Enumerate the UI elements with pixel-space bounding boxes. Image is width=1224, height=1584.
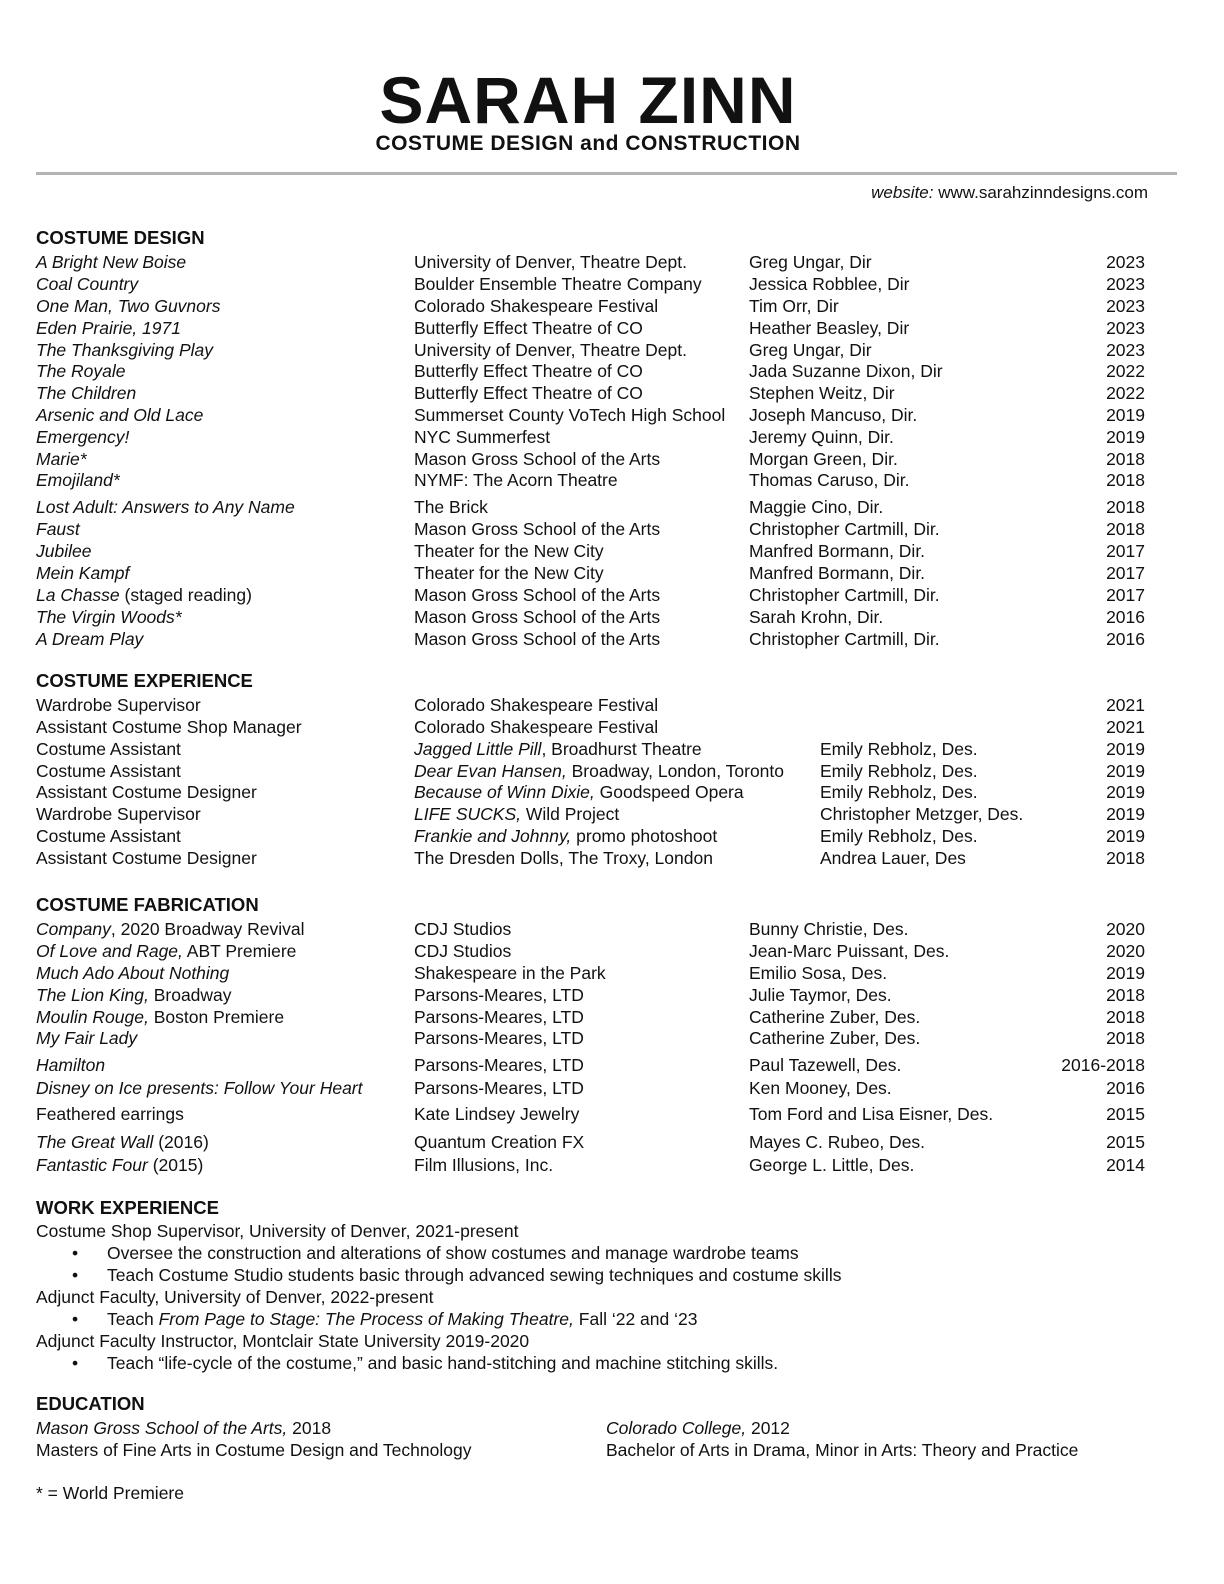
resume-name: SARAH ZINN [379,63,797,137]
project-note: Boston Premiere [148,1007,285,1027]
year-cell: 2018 [1106,848,1145,868]
director-cell: Manfred Bormann, Dir. [749,541,926,561]
show-title: Mein Kampf [36,563,130,583]
company-cell: Butterfly Effect Theatre of CO [414,361,643,381]
production-title: Dear Evan Hansen, [414,761,567,781]
project-cell [36,1077,363,1099]
website-link[interactable]: www.sarahzinndesigns.com [938,183,1148,202]
project-note: , 2020 Broadway Revival [110,919,305,939]
section-heading-costume-design: COSTUME DESIGN [36,227,205,248]
director-cell: Joseph Mancuso, Dir. [749,405,918,425]
table-row [0,716,1224,738]
table-row [0,825,1224,847]
company-cell: Theater for the New City [414,563,604,583]
year-cell: 2023 [1106,296,1145,316]
year-cell: 2018 [1106,1028,1145,1048]
course-title: From Page to Stage: The Process of Making Theatre, [158,1309,574,1329]
year-cell: 2018 [1106,449,1145,469]
year-cell: 2019 [1106,963,1145,983]
section-heading-education: EDUCATION [36,1393,145,1414]
table-row [0,803,1224,825]
year-cell: 2014 [1106,1155,1145,1175]
production-title: Because of Winn Dixie, [414,782,595,802]
project-title: The Lion King, [36,985,149,1005]
year-cell: 2019 [1106,761,1145,781]
year-cell: 2017 [1106,563,1145,583]
director-cell: Thomas Caruso, Dir. [749,470,910,490]
job-bullet [72,1242,799,1264]
show-title: Lost Adult: Answers to Any Name [36,497,295,517]
production-venue: promo photoshoot [571,826,718,846]
bullet-dot: • [72,1309,79,1329]
project-title: Fantastic Four [36,1155,148,1175]
project-title: Company [36,919,111,939]
director-cell: Christopher Cartmill, Dir. [749,629,940,649]
production-venue: , Broadhurst Theatre [541,739,702,759]
show-title: Faust [36,519,80,539]
production-venue: Broadway, London, Toronto [566,761,785,781]
production-cell [414,738,702,760]
director-cell: Heather Beasley, Dir [749,318,910,338]
school-year: 2012 [746,1418,790,1438]
company-cell: Colorado Shakespeare Festival [414,296,659,316]
year-cell: 2016-2018 [1061,1055,1145,1075]
designer-cell: Jean-Marc Puissant, Des. [749,941,950,961]
director-cell: Greg Ungar, Dir [749,252,872,272]
director-cell: Jessica Robblee, Dir [749,274,910,294]
table-row [0,1077,1224,1099]
bullet-dot: • [72,1265,79,1285]
project-note: ABT Premiere [182,941,297,961]
table-row [0,1027,1224,1049]
year-cell: 2018 [1106,985,1145,1005]
table-row [0,295,1224,317]
project-note: Broadway [148,985,232,1005]
table-row [0,317,1224,339]
designer-cell: Ken Mooney, Des. [749,1078,892,1098]
director-cell: Jeremy Quinn, Dir. [749,427,894,447]
designer-cell: Emilio Sosa, Des. [749,963,888,983]
job-title: Adjunct Faculty, University of Denver, 2022-present [36,1287,434,1307]
role-cell: Costume Assistant [36,826,181,846]
designer-cell: Catherine Zuber, Des. [749,1007,921,1027]
shop-cell: Parsons-Meares, LTD [414,1028,584,1048]
show-note: (staged reading) [119,585,252,605]
year-cell: 2016 [1106,629,1145,649]
job-bullet [72,1308,697,1330]
header-divider [36,172,1177,175]
year-cell: 2018 [1106,470,1145,490]
bullet-text: Teach “life-cycle of the costume,” and basic hand-stitching and machine stitching skills. [107,1353,779,1373]
table-row [0,251,1224,273]
director-cell: Greg Ungar, Dir [749,340,872,360]
show-cell [36,584,252,606]
table-row [0,562,1224,584]
education-degree: Masters of Fine Arts in Costume Design and Technology [36,1440,472,1460]
bullet-text-post: Fall ‘22 and ‘23 [573,1309,698,1329]
role-cell: Assistant Costume Shop Manager [36,717,302,737]
designer-cell: Emily Rebholz, Des. [820,761,978,781]
company-cell: University of Denver, Theatre Dept. [414,252,687,272]
designer-cell: George L. Little, Des. [749,1155,915,1175]
school-year: 2018 [287,1418,332,1438]
project-cell [36,918,304,940]
school-name: Colorado College, [606,1418,747,1438]
project-note: Feathered earrings [36,1104,184,1124]
company-cell: The Brick [414,497,488,517]
table-row [0,940,1224,962]
project-note: (2016) [153,1132,209,1152]
designer-cell: Emily Rebholz, Des. [820,739,978,759]
show-title: Emergency! [36,427,130,447]
job-bullet [72,1264,841,1286]
shop-cell: Quantum Creation FX [414,1132,585,1152]
table-row [0,847,1224,869]
shop-cell: Parsons-Meares, LTD [414,985,584,1005]
table-row [0,339,1224,361]
role-cell: Assistant Costume Designer [36,848,257,868]
production-title: LIFE SUCKS, [414,804,521,824]
footnote: * = World Premiere [36,1483,184,1503]
production-venue: Wild Project [520,804,620,824]
designer-cell: Andrea Lauer, Des [820,848,966,868]
shop-cell: Parsons-Meares, LTD [414,1078,584,1098]
designer-cell: Christopher Metzger, Des. [820,804,1024,824]
show-cell [36,518,80,540]
year-cell: 2016 [1106,607,1145,627]
company-cell: Mason Gross School of the Arts [414,449,661,469]
project-cell [36,1054,105,1076]
show-title: The Virgin Woods* [36,607,182,627]
year-cell: 2023 [1106,340,1145,360]
project-cell [36,1027,137,1049]
table-row [0,918,1224,940]
company-cell: NYMF: The Acorn Theatre [414,470,618,490]
show-cell [36,562,129,584]
designer-cell: Catherine Zuber, Des. [749,1028,921,1048]
year-cell: 2019 [1106,739,1145,759]
project-cell [36,962,229,984]
table-row [0,628,1224,650]
project-title: The Great Wall [36,1132,154,1152]
year-cell: 2019 [1106,804,1145,824]
education-school [36,1417,331,1439]
designer-cell: Paul Tazewell, Des. [749,1055,902,1075]
year-cell: 2021 [1106,717,1145,737]
show-title: Arsenic and Old Lace [36,405,204,425]
director-cell: Christopher Cartmill, Dir. [749,519,940,539]
show-title: The Thanksgiving Play [36,340,214,360]
show-cell [36,628,143,650]
table-row [0,382,1224,404]
year-cell: 2020 [1106,941,1145,961]
bullet-dot: • [72,1353,79,1373]
show-title: The Children [36,383,137,403]
year-cell: 2022 [1106,383,1145,403]
show-cell [36,448,87,470]
table-row [0,606,1224,628]
year-cell: 2020 [1106,919,1145,939]
production-cell [414,825,717,847]
director-cell: Jada Suzanne Dixon, Dir [749,361,943,381]
year-cell: 2015 [1106,1104,1145,1124]
shop-cell: Film Illusions, Inc. [414,1155,554,1175]
bullet-text: Teach Costume Studio students basic through advanced sewing techniques and costume skills [107,1265,842,1285]
section-heading-work-experience: WORK EXPERIENCE [36,1197,219,1218]
shop-cell: Parsons-Meares, LTD [414,1055,584,1075]
project-title: Hamilton [36,1055,106,1075]
education-degree: Bachelor of Arts in Drama, Minor in Arts: Theory and Practice [606,1440,1079,1460]
table-row [0,781,1224,803]
company-cell: Mason Gross School of the Arts [414,585,661,605]
project-title: Moulin Rouge, [36,1007,149,1027]
role-cell: Assistant Costume Designer [36,782,257,802]
shop-cell: CDJ Studios [414,919,512,939]
table-row [0,404,1224,426]
table-row [0,584,1224,606]
show-cell [36,339,213,361]
production-cell [414,760,784,782]
resume-tagline: COSTUME DESIGN and CONSTRUCTION [375,132,801,155]
table-row [0,469,1224,491]
company-cell: Butterfly Effect Theatre of CO [414,383,643,403]
project-cell [36,1131,209,1153]
section-heading-costume-fabrication: COSTUME FABRICATION [36,894,259,915]
production-title: Frankie and Johnny, [414,826,572,846]
table-row [0,1054,1224,1076]
project-cell [36,1103,184,1125]
website-label: website: [871,183,934,202]
designer-cell: Julie Taymor, Des. [749,985,892,1005]
table-row [0,426,1224,448]
director-cell: Maggie Cino, Dir. [749,497,884,517]
show-title: One Man, Two Guvnors [36,296,221,316]
year-cell: 2017 [1106,585,1145,605]
show-cell [36,426,129,448]
table-row [0,1131,1224,1153]
show-title: The Royale [36,361,126,381]
shop-cell: CDJ Studios [414,941,512,961]
production-title: Jagged Little Pill [414,739,542,759]
bullet-text: Oversee the construction and alterations of show costumes and manage wardrobe teams [107,1243,799,1263]
year-cell: 2015 [1106,1132,1145,1152]
shop-cell: Shakespeare in the Park [414,963,606,983]
table-row [0,518,1224,540]
project-title: Of Love and Rage, [36,941,183,961]
company-cell: Butterfly Effect Theatre of CO [414,318,643,338]
website-line [871,183,1148,203]
production-venue: The Dresden Dolls, The Troxy, London [414,848,713,868]
table-row [0,360,1224,382]
table-row [0,1154,1224,1176]
table-row [0,984,1224,1006]
director-cell: Manfred Bormann, Dir. [749,563,926,583]
project-title: Disney on Ice presents: Follow Your Heart [36,1078,363,1098]
company-cell: Mason Gross School of the Arts [414,629,661,649]
director-cell: Tim Orr, Dir [749,296,839,316]
job-title: Costume Shop Supervisor, University of Denver, 2021-present [36,1221,519,1241]
show-title: A Bright New Boise [36,252,187,272]
director-cell: Stephen Weitz, Dir [749,383,895,403]
year-cell: 2016 [1106,1078,1145,1098]
show-title: Eden Prairie, 1971 [36,318,181,338]
production-cell [414,694,658,716]
company-cell: Boulder Ensemble Theatre Company [414,274,702,294]
year-cell: 2019 [1106,826,1145,846]
director-cell: Morgan Green, Dir. [749,449,898,469]
table-row [0,273,1224,295]
year-cell: 2022 [1106,361,1145,381]
show-cell [36,469,120,491]
project-title: My Fair Lady [36,1028,138,1048]
director-cell: Sarah Krohn, Dir. [749,607,884,627]
year-cell: 2018 [1106,497,1145,517]
production-venue: Colorado Shakespeare Festival [414,717,659,737]
bullet-dot: • [72,1243,79,1263]
project-note: (2015) [147,1155,204,1175]
year-cell: 2019 [1106,782,1145,802]
project-cell [36,1006,284,1028]
job-title: Adjunct Faculty Instructor, Montclair State University 2019-2020 [36,1331,530,1351]
show-title: La Chasse [36,585,120,605]
show-cell [36,540,91,562]
company-cell: University of Denver, Theatre Dept. [414,340,687,360]
show-title: Marie* [36,449,87,469]
year-cell: 2021 [1106,695,1145,715]
table-row [0,1006,1224,1028]
table-row [0,540,1224,562]
production-venue: Colorado Shakespeare Festival [414,695,659,715]
table-row [0,1103,1224,1125]
shop-cell: Parsons-Meares, LTD [414,1007,584,1027]
project-cell [36,1154,203,1176]
table-row [0,760,1224,782]
role-cell: Wardrobe Supervisor [36,804,201,824]
project-title: Much Ado About Nothing [36,963,230,983]
year-cell: 2023 [1106,252,1145,272]
year-cell: 2018 [1106,519,1145,539]
designer-cell: Emily Rebholz, Des. [820,782,978,802]
job-bullet [72,1352,778,1374]
table-row [0,496,1224,518]
show-title: Coal Country [36,274,139,294]
show-cell [36,382,136,404]
project-cell [36,984,232,1006]
year-cell: 2023 [1106,274,1145,294]
show-cell [36,273,138,295]
show-cell [36,496,295,518]
production-cell [414,781,744,803]
company-cell: Theater for the New City [414,541,604,561]
table-row [0,962,1224,984]
year-cell: 2018 [1106,1007,1145,1027]
show-title: Emojiland* [36,470,120,490]
company-cell: NYC Summerfest [414,427,551,447]
role-cell: Costume Assistant [36,761,181,781]
education-school [606,1417,790,1439]
show-title: Jubilee [36,541,92,561]
show-cell [36,404,203,426]
bullet-text-pre: Teach [107,1309,159,1329]
company-cell: Summerset County VoTech High School [414,405,726,425]
show-cell [36,606,182,628]
show-cell [36,251,186,273]
year-cell: 2023 [1106,318,1145,338]
designer-cell: Emily Rebholz, Des. [820,826,978,846]
show-cell [36,317,181,339]
designer-cell: Tom Ford and Lisa Eisner, Des. [749,1104,994,1124]
role-cell: Wardrobe Supervisor [36,695,201,715]
table-row [0,694,1224,716]
show-title: A Dream Play [36,629,144,649]
school-name: Mason Gross School of the Arts, [36,1418,288,1438]
company-cell: Mason Gross School of the Arts [414,607,661,627]
production-venue: Goodspeed Opera [594,782,744,802]
table-row [0,738,1224,760]
year-cell: 2019 [1106,427,1145,447]
company-cell: Mason Gross School of the Arts [414,519,661,539]
show-cell [36,295,220,317]
shop-cell: Kate Lindsey Jewelry [414,1104,580,1124]
production-cell [414,847,713,869]
year-cell: 2019 [1106,405,1145,425]
production-cell [414,803,619,825]
table-row [0,448,1224,470]
project-cell [36,940,296,962]
section-heading-costume-experience: COSTUME EXPERIENCE [36,670,253,691]
production-cell [414,716,658,738]
year-cell: 2017 [1106,541,1145,561]
designer-cell: Mayes C. Rubeo, Des. [749,1132,926,1152]
director-cell: Christopher Cartmill, Dir. [749,585,940,605]
designer-cell: Bunny Christie, Des. [749,919,909,939]
role-cell: Costume Assistant [36,739,181,759]
show-cell [36,360,126,382]
